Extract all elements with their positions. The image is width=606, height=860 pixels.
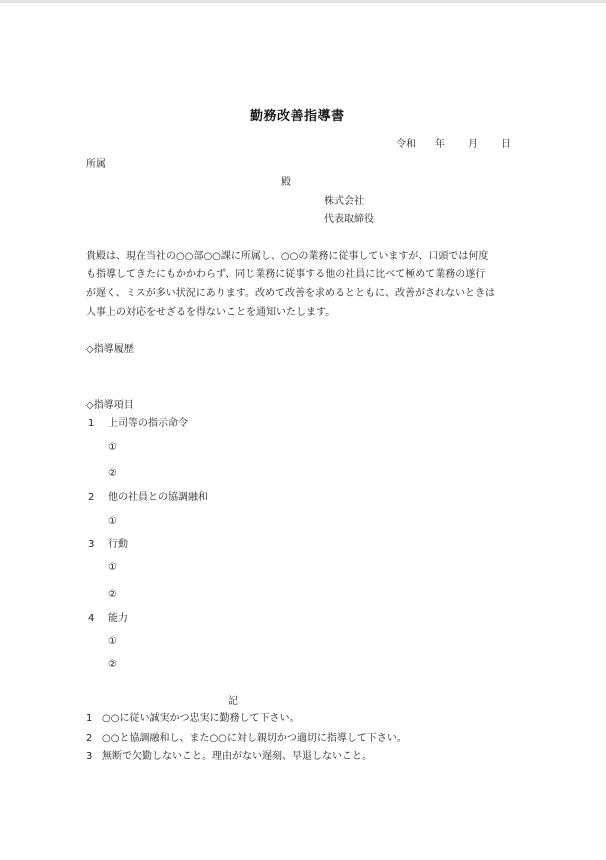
date-era: 令和	[396, 139, 416, 150]
date-year: 年	[435, 139, 445, 150]
body-line: 貴殿は、現在当社の○○部○○課に所属し、○○の業務に従事していますが、口頭では何度	[86, 251, 489, 262]
ki-label: 記	[228, 696, 238, 707]
note-number: 2	[86, 733, 93, 744]
body-line: が遅く、ミスが多い状況にあります。改めて改善を求めるとともに、改善がされないときは	[86, 288, 495, 299]
document-title: 勤務改善指導書	[250, 109, 345, 124]
sender-company: 株式会社	[324, 196, 364, 207]
guidance-item-label: 他の社員との協調融和	[108, 492, 208, 503]
guidance-item-number: 1	[88, 418, 95, 429]
guidance-item-number: 4	[88, 613, 95, 624]
guidance-sub-item: ②	[108, 468, 117, 479]
date-month: 月	[468, 139, 478, 150]
guidance-item-number: 3	[88, 539, 95, 550]
guidance-item-number: 2	[88, 492, 95, 503]
sender-position: 代表取締役	[324, 214, 374, 225]
guidance-item-label: 行動	[108, 539, 128, 550]
body-line: 人事上の対応をせざるを得ないことを通知いたします。	[86, 307, 336, 318]
guidance-sub-item: ①	[108, 562, 117, 573]
guidance-item-label: 上司等の指示命令	[108, 418, 188, 429]
viewer-top-border	[0, 0, 606, 3]
recipient-affiliation-label: 所属	[86, 159, 106, 170]
history-heading: ◇指導履歴	[86, 344, 134, 355]
note-text: ○○に従い誠実かつ忠実に勤務して下さい。	[102, 713, 300, 724]
guidance-sub-item: ①	[108, 516, 117, 527]
guidance-sub-item: ①	[108, 442, 117, 453]
date-line	[396, 138, 511, 152]
date-day: 日	[501, 139, 511, 150]
guidance-sub-item: ②	[108, 659, 117, 670]
body-line: も指導してきたにもかかわらず、同じ業務に従事する他の社員に比べて極めて業務の遂行	[86, 269, 486, 280]
recipient-honorific: 殿	[281, 177, 291, 188]
guidance-sub-item: ②	[108, 589, 117, 600]
note-text: ○○と協調融和し、また○○に対し親切かつ適切に指導して下さい。	[102, 733, 407, 744]
note-number: 3	[86, 751, 93, 762]
guidance-sub-item: ①	[108, 636, 117, 647]
note-number: 1	[86, 713, 93, 724]
note-text: 無断で欠勤しないこと。理由がない遅刻、早退しないこと。	[102, 751, 372, 762]
guidance-item-label: 能力	[108, 613, 128, 624]
items-heading: ◇指導項目	[86, 400, 134, 411]
